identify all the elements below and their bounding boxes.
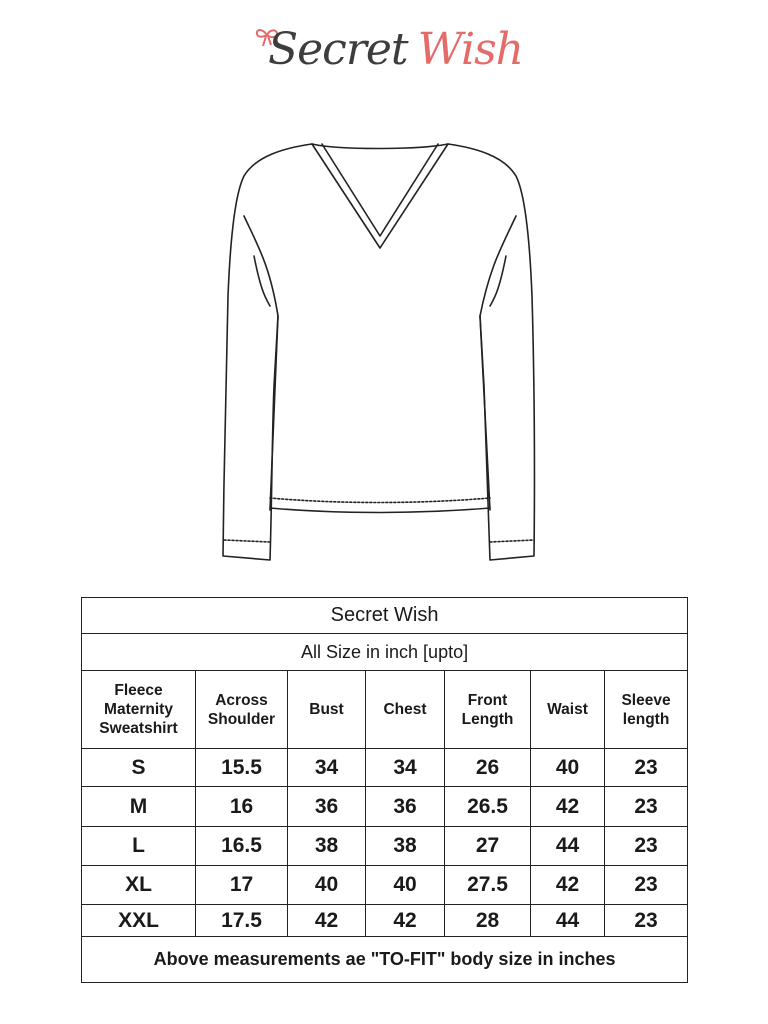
shoulder-cell: 15.5 xyxy=(196,749,288,787)
front-length-cell: 28 xyxy=(445,905,531,937)
chest-cell: 40 xyxy=(366,866,445,905)
chest-cell: 42 xyxy=(366,905,445,937)
front-length-cell: 27.5 xyxy=(445,866,531,905)
brand-name-part2: Wish xyxy=(417,24,524,75)
table-title-row xyxy=(82,598,688,634)
table-footer-note: Above measurements ae "TO-FIT" body size in inches xyxy=(82,937,688,983)
brand-name-part1: Secret xyxy=(268,24,408,75)
waist-cell: 42 xyxy=(531,787,605,827)
size-cell: XXL xyxy=(82,905,196,937)
sleeve-length-cell: 23 xyxy=(605,749,688,787)
sleeve-length-cell: 23 xyxy=(605,787,688,827)
shoulder-cell: 17.5 xyxy=(196,905,288,937)
table-row xyxy=(82,787,688,827)
bust-cell: 40 xyxy=(288,866,366,905)
sleeve-length-cell: 23 xyxy=(605,827,688,866)
header-waist: Waist xyxy=(531,671,605,749)
chest-cell: 36 xyxy=(366,787,445,827)
bust-cell: 42 xyxy=(288,905,366,937)
bust-cell: 34 xyxy=(288,749,366,787)
header-across-shoulder: Across Shoulder xyxy=(196,671,288,749)
size-cell: L xyxy=(82,827,196,866)
brand-logo xyxy=(250,14,524,84)
table-footer-row xyxy=(82,937,688,983)
size-cell: S xyxy=(82,749,196,787)
waist-cell: 40 xyxy=(531,749,605,787)
table-row xyxy=(82,827,688,866)
shoulder-cell: 16.5 xyxy=(196,827,288,866)
brand-wordmark xyxy=(268,24,523,75)
waist-cell: 44 xyxy=(531,905,605,937)
table-row xyxy=(82,749,688,787)
table-header-row xyxy=(82,671,688,749)
size-cell: M xyxy=(82,787,196,827)
chest-cell: 38 xyxy=(366,827,445,866)
shoulder-cell: 16 xyxy=(196,787,288,827)
sleeve-length-cell: 23 xyxy=(605,905,688,937)
table-row xyxy=(82,905,688,937)
table-subtitle: All Size in inch [upto] xyxy=(82,634,688,671)
v-neck-sweatshirt-icon xyxy=(218,136,542,570)
table-row xyxy=(82,866,688,905)
front-length-cell: 26.5 xyxy=(445,787,531,827)
header-chest: Chest xyxy=(366,671,445,749)
header-front-length: Front Length xyxy=(445,671,531,749)
table-title: Secret Wish xyxy=(82,598,688,634)
header-sleeve-length: Sleeve length xyxy=(605,671,688,749)
sleeve-length-cell: 23 xyxy=(605,866,688,905)
waist-cell: 42 xyxy=(531,866,605,905)
front-length-cell: 26 xyxy=(445,749,531,787)
size-chart-table xyxy=(81,597,688,983)
header-bust: Bust xyxy=(288,671,366,749)
bust-cell: 36 xyxy=(288,787,366,827)
waist-cell: 44 xyxy=(531,827,605,866)
table-subtitle-row xyxy=(82,634,688,671)
header-product: Fleece Maternity Sweatshirt xyxy=(82,671,196,749)
front-length-cell: 27 xyxy=(445,827,531,866)
chest-cell: 34 xyxy=(366,749,445,787)
size-cell: XL xyxy=(82,866,196,905)
bust-cell: 38 xyxy=(288,827,366,866)
shoulder-cell: 17 xyxy=(196,866,288,905)
